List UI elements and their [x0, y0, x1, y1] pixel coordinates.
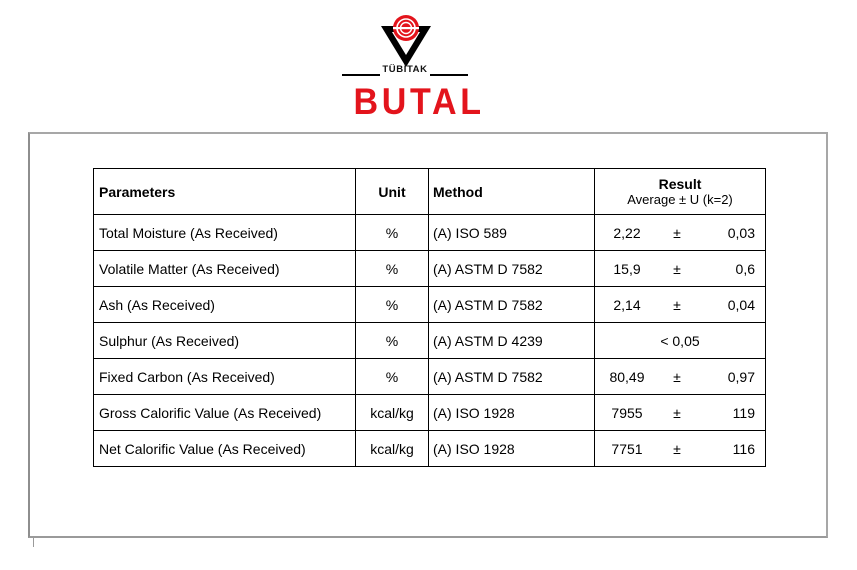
plus-minus-sign: ± [673, 440, 681, 457]
tubitak-emblem-icon [378, 10, 434, 70]
plus-minus-sign: ± [673, 368, 681, 385]
header-result-title: Result [658, 175, 702, 192]
plus-minus-sign: ± [673, 224, 681, 241]
header-result-subtitle: Average ± U (k=2) [627, 191, 733, 207]
result-value: 15,9 [613, 260, 641, 277]
result-value: 2,22 [613, 224, 641, 241]
plus-minus-sign: ± [673, 260, 681, 277]
cell-result [595, 359, 766, 395]
cell-unit: % [356, 323, 429, 359]
table-row [94, 395, 766, 431]
cell-parameter: Ash (As Received) [94, 287, 356, 323]
frame-tick-mark [33, 537, 34, 547]
logo-rule-right [430, 74, 468, 76]
result-uncertainty: 119 [732, 404, 755, 421]
table-row [94, 251, 766, 287]
cell-method: (A) ISO 1928 [429, 431, 595, 467]
table-row [94, 323, 766, 359]
header-unit: Unit [356, 169, 429, 215]
cell-parameter: Total Moisture (As Received) [94, 215, 356, 251]
cell-method: (A) ASTM D 7582 [429, 287, 595, 323]
cell-unit: % [356, 215, 429, 251]
cell-parameter: Sulphur (As Received) [94, 323, 356, 359]
results-table [93, 168, 766, 467]
result-uncertainty: 0,03 [727, 224, 755, 241]
cell-parameter: Volatile Matter (As Received) [94, 251, 356, 287]
cell-result [595, 431, 766, 467]
result-value: 80,49 [609, 368, 645, 385]
cell-method: (A) ASTM D 7582 [429, 359, 595, 395]
table-row [94, 359, 766, 395]
result-value: 2,14 [613, 296, 641, 313]
result-uncertainty: 0,97 [727, 368, 755, 385]
cell-unit: % [356, 359, 429, 395]
cell-method: (A) ASTM D 4239 [429, 323, 595, 359]
butal-logo [0, 0, 857, 125]
logo-brand-name: BUTAL [353, 81, 485, 122]
logo-org-name: TÜBİTAK [382, 64, 428, 75]
cell-result [595, 251, 766, 287]
result-uncertainty: 0,04 [727, 296, 755, 313]
result-uncertainty: 0,6 [735, 260, 755, 277]
cell-result [595, 395, 766, 431]
cell-unit: kcal/kg [356, 431, 429, 467]
cell-unit: % [356, 251, 429, 287]
cell-parameter: Fixed Carbon (As Received) [94, 359, 356, 395]
result-value: 7955 [611, 404, 643, 421]
cell-unit: % [356, 287, 429, 323]
header-parameters: Parameters [94, 169, 356, 215]
cell-result-limit: < 0,05 [595, 323, 766, 359]
plus-minus-sign: ± [673, 404, 681, 421]
plus-minus-sign: ± [673, 296, 681, 313]
cell-parameter: Net Calorific Value (As Received) [94, 431, 356, 467]
header-result [595, 169, 766, 215]
result-value: 7751 [611, 440, 643, 457]
table-header-row [94, 169, 766, 215]
cell-method: (A) ISO 589 [429, 215, 595, 251]
cell-result [595, 287, 766, 323]
cell-result [595, 215, 766, 251]
result-uncertainty: 116 [732, 440, 755, 457]
cell-method: (A) ISO 1928 [429, 395, 595, 431]
cell-parameter: Gross Calorific Value (As Received) [94, 395, 356, 431]
logo-rule-left [342, 74, 380, 76]
table-row [94, 431, 766, 467]
header-method: Method [429, 169, 595, 215]
table-row [94, 287, 766, 323]
cell-unit: kcal/kg [356, 395, 429, 431]
cell-method: (A) ASTM D 7582 [429, 251, 595, 287]
table-row [94, 215, 766, 251]
